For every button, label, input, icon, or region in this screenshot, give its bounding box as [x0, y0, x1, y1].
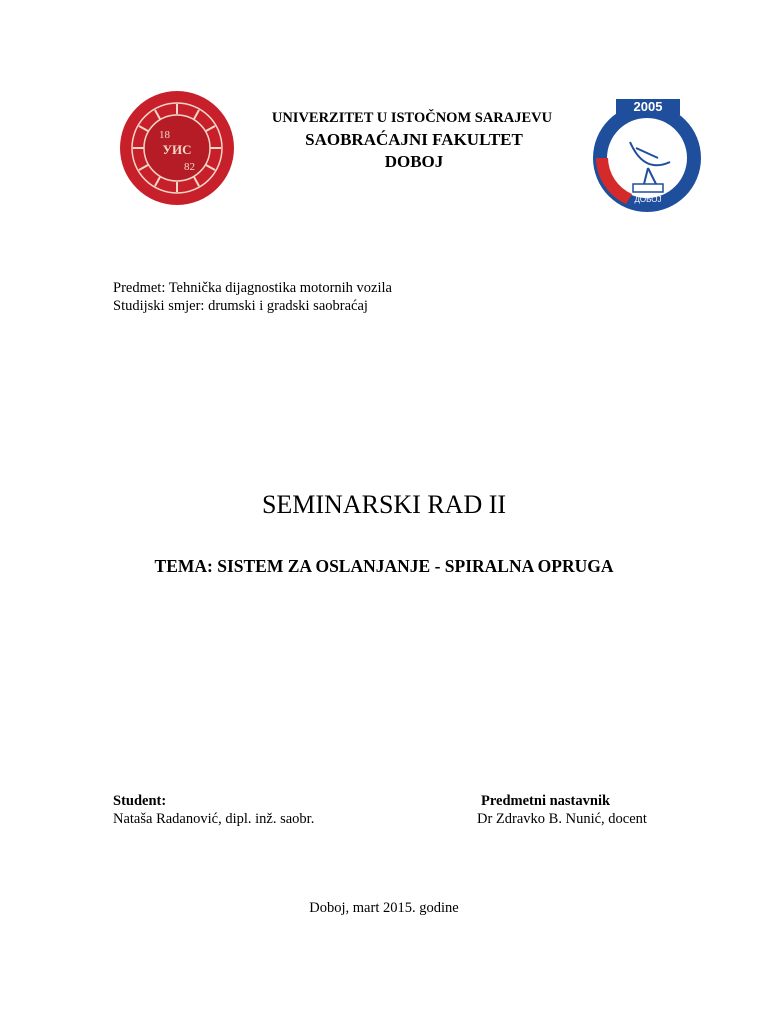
seal-year-right: 82: [184, 161, 195, 173]
teacher-label: Predmetni nastavnik: [481, 793, 611, 809]
emblem-year: 2005: [633, 99, 663, 114]
university-name: UNIVERZITET U ISTOČNOM SARAJEVU: [271, 110, 553, 126]
faculty-name: SAOBRAĆAJNI FAKULTET: [305, 130, 523, 149]
document-title: SEMINARSKI RAD II: [261, 490, 507, 519]
program-line: Studijski smjer: drumski i gradski saobraćaj: [113, 298, 368, 314]
student-name: Nataša Radanović, dipl. inž. saobr.: [113, 811, 315, 827]
student-label: Student:: [113, 793, 167, 809]
place-date: Doboj, mart 2015. godine: [309, 900, 459, 916]
subject-line: Predmet: Tehnička dijagnostika motornih vozila: [113, 280, 392, 296]
seal-center-text: УИС: [162, 142, 192, 157]
city-name: DOBOJ: [384, 152, 444, 171]
emblem-bottom-text: ДОБОЈ: [634, 195, 662, 204]
teacher-name: Dr Zdravko B. Nunić, docent: [477, 811, 647, 827]
seal-year-left: 18: [159, 129, 170, 141]
document-topic: TEMA: SISTEM ZA OSLANJANJE - SPIRALNA OPRUGA: [154, 556, 614, 576]
